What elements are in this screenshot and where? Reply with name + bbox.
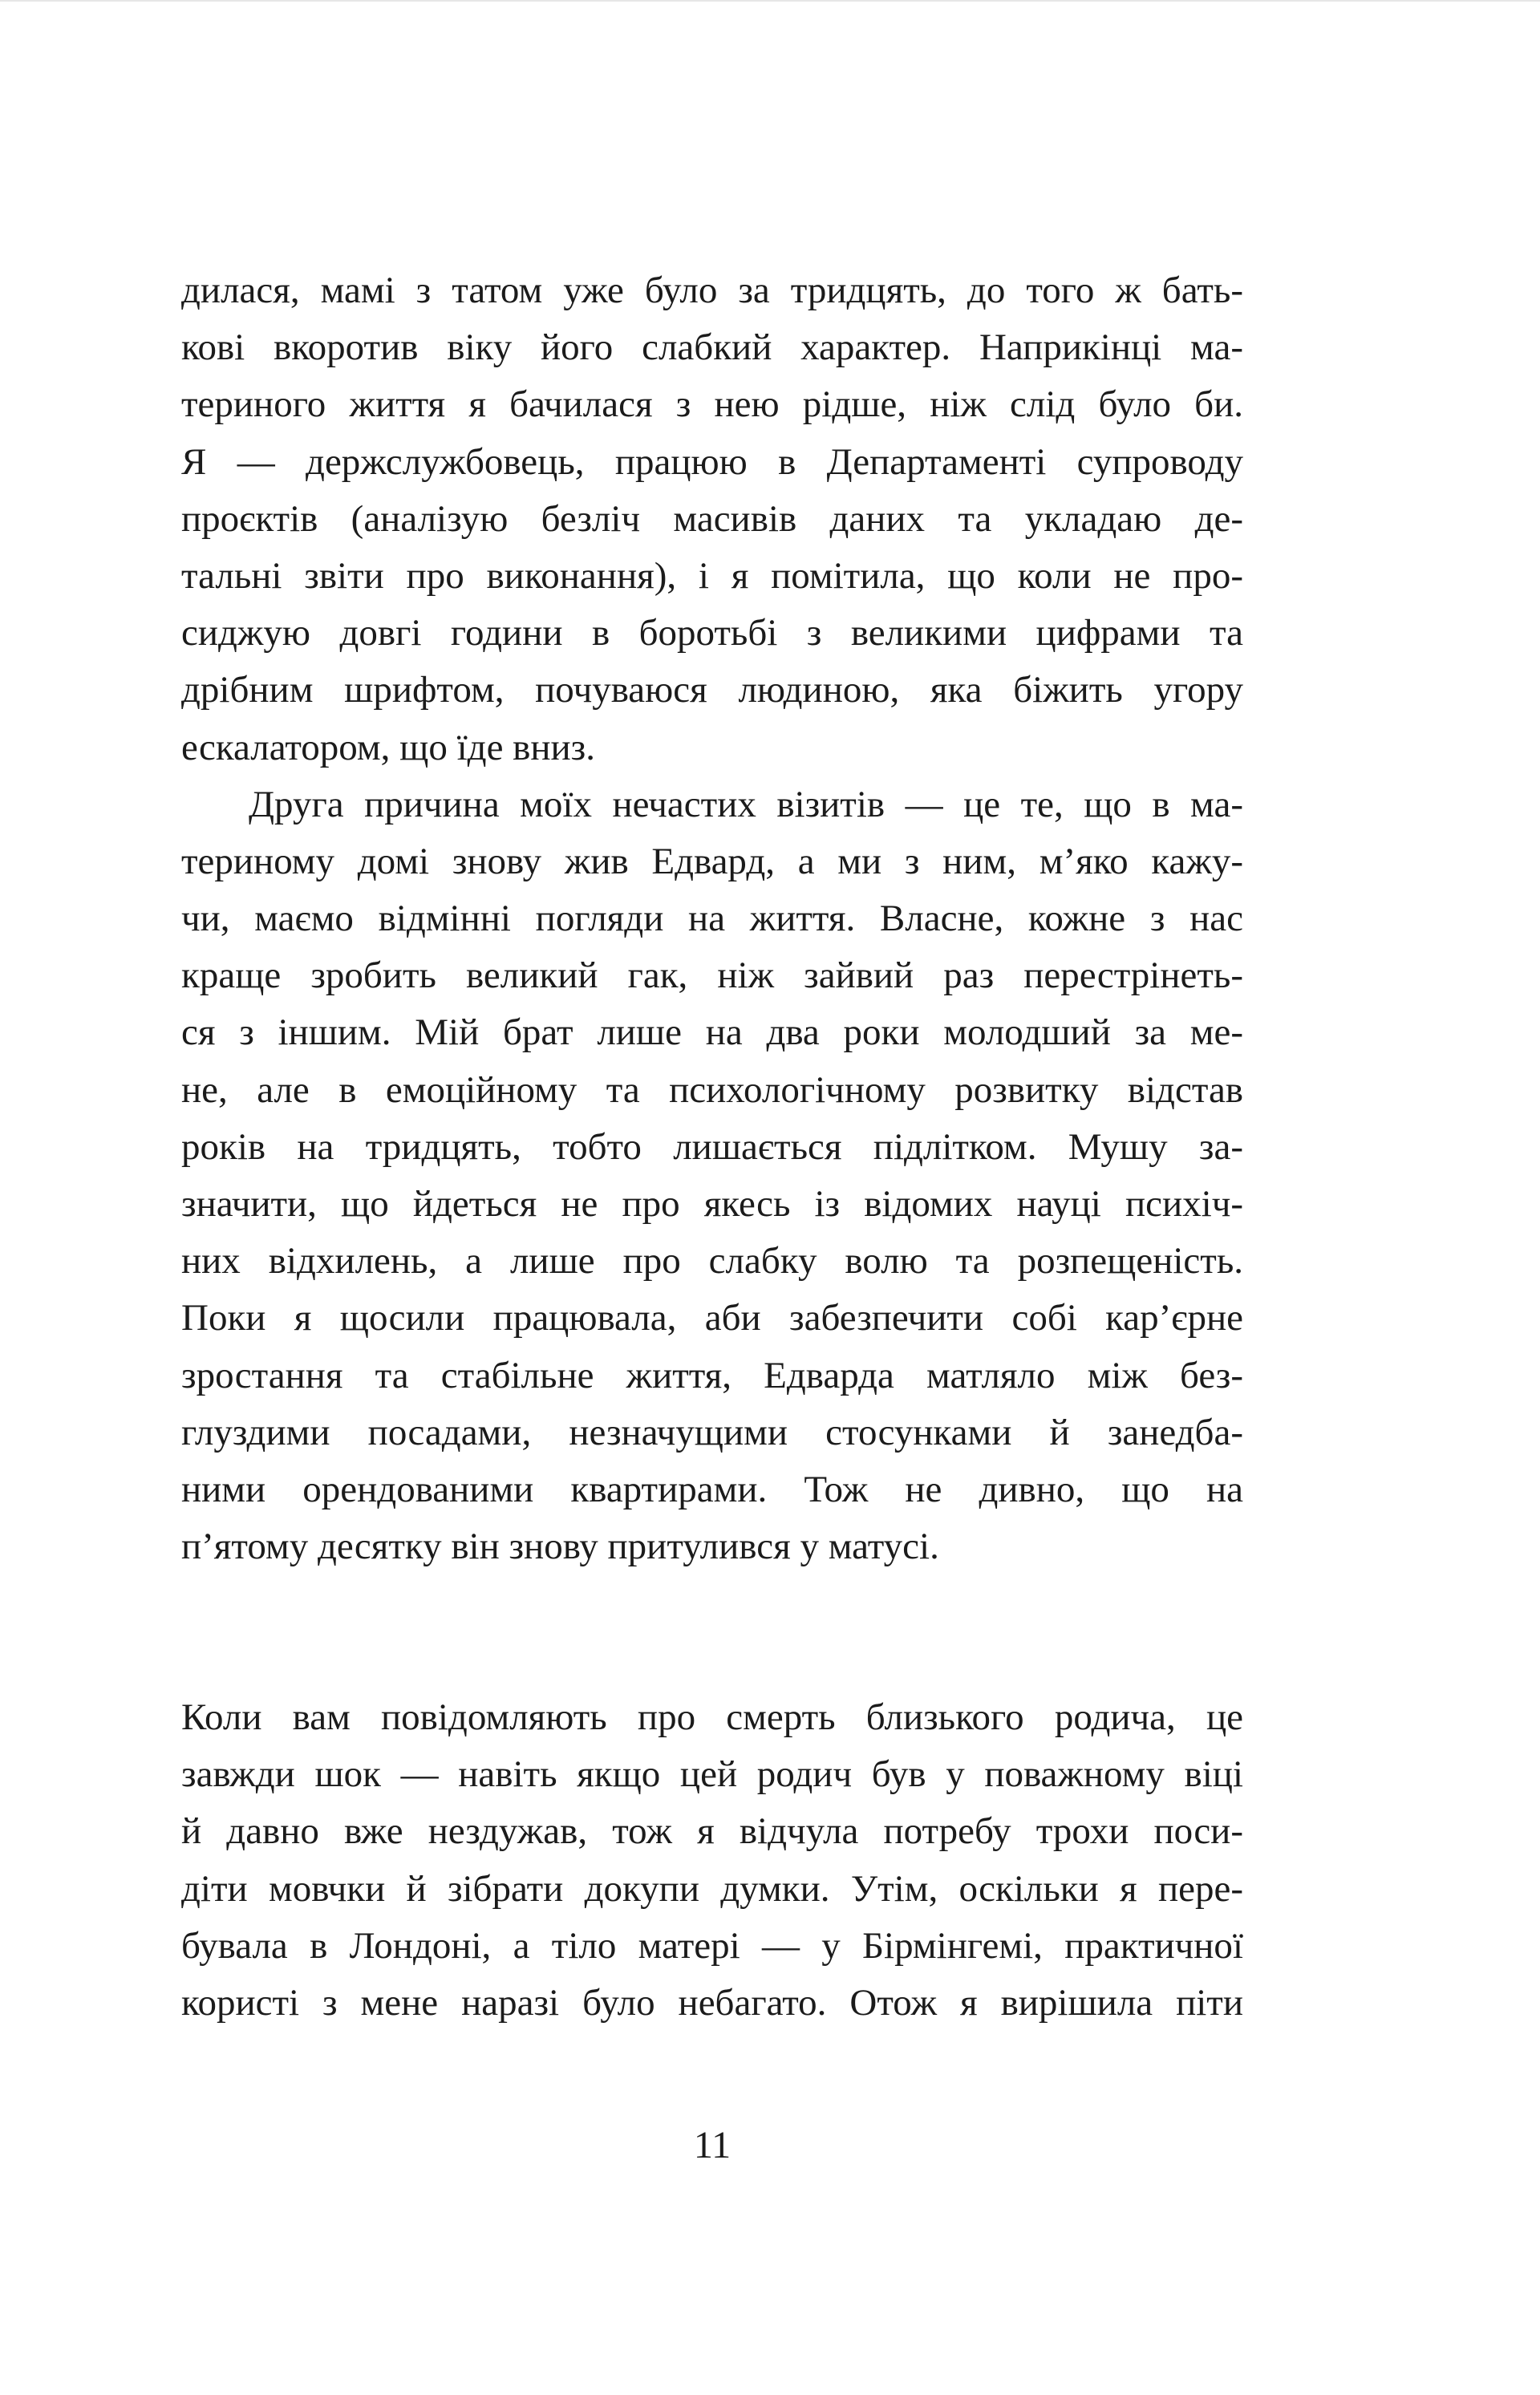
page-number: 11 bbox=[693, 2124, 732, 2166]
text-line: проєктів (аналізую безліч масивів даних та укладаю де- bbox=[181, 497, 1243, 540]
text-line: зростання та стабільне життя, Едварда матляло між без- bbox=[181, 1354, 1243, 1396]
text-line: тальні звіти про виконання), і я помітила, що коли не про- bbox=[181, 554, 1243, 597]
text-line: териного життя я бачилася з нею рідше, ніж слід було би. bbox=[181, 383, 1243, 426]
text-line: кові вкоротив віку його слабкий характер. Наприкінці ма- bbox=[181, 326, 1243, 369]
text-line: Коли вам повідомляють про смерть близького родича, це bbox=[181, 1696, 1243, 1738]
text-line: бувала в Лондоні, а тіло матері — у Бірмінгемі, практичної bbox=[181, 1924, 1243, 1967]
text-line: ескалатором, що їде вниз. bbox=[181, 726, 595, 768]
text-line: значити, що йдеться не про якесь із відомих науці психіч- bbox=[181, 1183, 1243, 1225]
text-line: териному домі знову жив Едвард, а ми з ним, м’яко кажу- bbox=[181, 840, 1243, 882]
text-line: чи, маємо відмінні погляди на життя. Власне, кожне з нас bbox=[181, 898, 1243, 940]
text-line: років на тридцять, тобто лишається підлітком. Мушу за- bbox=[181, 1125, 1243, 1168]
text-line: сиджую довгі години в боротьбі з великими цифрами та bbox=[181, 612, 1243, 654]
text-line: глуздими посадами, незначущими стосунками й занедба- bbox=[181, 1411, 1243, 1453]
text-line: дилася, мамі з татом уже було за тридцять, до того ж бать- bbox=[181, 269, 1243, 311]
text-line: них відхилень, а лише про слабку волю та розпещеність. bbox=[181, 1240, 1243, 1283]
paragraph-2 bbox=[181, 776, 1243, 1576]
text-line: дрібним шрифтом, почуваюся людиною, яка біжить угору bbox=[181, 669, 1243, 711]
paragraph-1 bbox=[181, 262, 1243, 776]
paragraph-3 bbox=[181, 1689, 1243, 2032]
body-text-section-2 bbox=[181, 1689, 1243, 2032]
body-text-top bbox=[181, 262, 1243, 1575]
text-line: й давно вже нездужав, тож я відчула потребу трохи поси- bbox=[181, 1810, 1243, 1853]
text-line: п’ятому десятку він знову притулився у матусі. bbox=[181, 1526, 939, 1568]
text-line: не, але в емоційному та психологічному розвитку відстав bbox=[181, 1068, 1243, 1111]
text-line: ними орендованими квартирами. Тож не дивно, що на bbox=[181, 1468, 1243, 1510]
text-line: Поки я щосили працювала, аби забезпечити собі кар’єрне bbox=[181, 1297, 1243, 1339]
text-line: Друга причина моїх нечастих візитів — це те, що в ма- bbox=[249, 783, 1243, 825]
text-line: Я — держслужбовець, працюю в Департаменті супроводу bbox=[181, 440, 1243, 483]
text-line: краще зробить великий гак, ніж зайвий раз перестрінеть- bbox=[181, 954, 1243, 997]
text-line: діти мовчки й зібрати докупи думки. Утім, оскільки я пере- bbox=[181, 1867, 1243, 1910]
text-line: завжди шок — навіть якщо цей родич був у поважному віці bbox=[181, 1753, 1243, 1796]
text-line: користі з мене наразі було небагато. Отож я вирішила піти bbox=[181, 1981, 1243, 2024]
page-edge bbox=[0, 0, 1540, 2]
text-line: ся з іншим. Мій брат лише на два роки молодший за ме- bbox=[181, 1011, 1243, 1054]
